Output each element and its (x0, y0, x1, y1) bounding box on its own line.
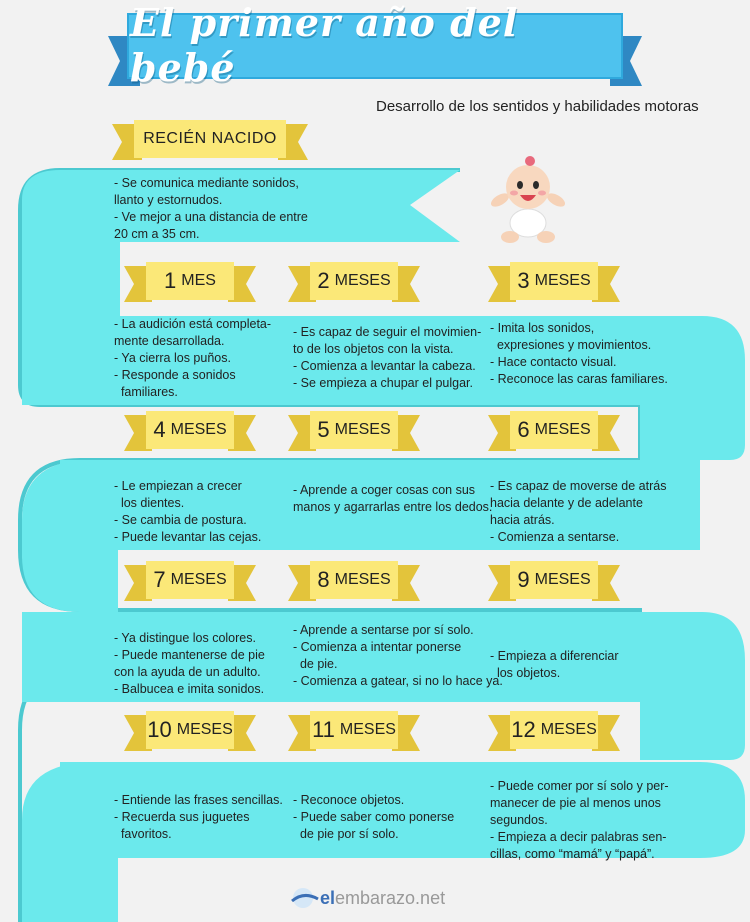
note-line: - Puede saber como ponerse (293, 810, 455, 824)
month-number: 2 (317, 268, 330, 293)
note-line: manos y agarrarlas entre los dedos. (293, 500, 493, 514)
note-line: expresiones y movimientos. (490, 338, 652, 352)
note-line: - Es capaz de moverse de atrás (490, 479, 667, 493)
note-line: los dientes. (114, 496, 185, 510)
footer-brand (290, 884, 445, 912)
month-ribbon (288, 262, 420, 306)
month-ribbon (288, 561, 420, 605)
note-line: - Recuerda sus juguetes (114, 810, 250, 824)
note-line: - Empieza a decir palabras sen- (490, 830, 667, 844)
month-unit: MESES (540, 721, 597, 738)
baby-illustration (488, 155, 568, 250)
month-number: 3 (517, 268, 530, 293)
month-ribbon (124, 711, 256, 755)
month-ribbon (124, 262, 256, 306)
month-notes (293, 324, 481, 392)
note-line: - Entiende las frases sencillas. (114, 793, 283, 807)
month-number: 11 (312, 717, 335, 742)
note-line: hacia delante y de adelante (490, 496, 643, 510)
note-line: - Responde a sonidos (114, 368, 236, 382)
page-subtitle: Desarrollo de los sentidos y habilidades motoras (376, 98, 699, 115)
month-ribbon (288, 711, 420, 755)
title-banner (0, 0, 750, 95)
month-unit: MESES (170, 571, 227, 588)
month-notes (490, 648, 619, 682)
month-notes (114, 316, 271, 401)
month-unit: MESES (534, 272, 591, 289)
note-line: cillas, como “mamá” y “papá”. (490, 847, 655, 861)
footer-brand-rest: embarazo.net (335, 887, 446, 908)
note-line: llanto y estornudos. (114, 193, 223, 207)
month-number: 4 (153, 417, 166, 442)
note-line: - Hace contacto visual. (490, 355, 617, 369)
note-line: mente desarrollada. (114, 334, 225, 348)
month-unit: MESES (334, 421, 391, 438)
note-line: - Comienza a intentar ponerse (293, 640, 462, 654)
note-line: - Puede comer por sí solo y per- (490, 779, 669, 793)
month-notes (114, 630, 265, 698)
month-number: 9 (517, 567, 530, 592)
month-number: 7 (153, 567, 166, 592)
note-line: - Se cambia de postura. (114, 513, 247, 527)
month-ribbon (124, 561, 256, 605)
month-notes (293, 482, 492, 516)
month-notes (114, 792, 283, 843)
note-line: - Comienza a gatear, si no lo hace ya. (293, 674, 503, 688)
month-number: 6 (517, 417, 530, 442)
month-notes (293, 622, 503, 690)
page-title: El primer año del bebé (130, 0, 519, 90)
month-unit: MES (181, 272, 216, 289)
note-line: manecer de pie al menos unos (490, 796, 661, 810)
brand-logo-icon (290, 887, 320, 909)
note-line: familiares. (114, 385, 178, 399)
note-line: - Se empieza a chupar el pulgar. (293, 376, 473, 390)
note-line: - Le empiezan a crecer (114, 479, 242, 493)
month-unit: MESES (334, 571, 391, 588)
month-ribbon (488, 711, 620, 755)
note-line: - Ya distingue los colores. (114, 631, 256, 645)
month-number: 5 (317, 417, 330, 442)
note-line: - Se comunica mediante sonidos, (114, 176, 299, 190)
month-number: 10 (147, 717, 172, 742)
note-line: - Puede mantenerse de pie (114, 648, 265, 662)
note-line: - Aprende a sentarse por sí solo. (293, 623, 474, 637)
note-line: de pie por sí solo. (293, 827, 399, 841)
note-line: - La audición está completa- (114, 317, 272, 331)
note-line: - Empieza a diferenciar (490, 649, 619, 663)
note-line: los objetos. (490, 666, 561, 680)
note-line: de pie. (293, 657, 338, 671)
month-number: 8 (317, 567, 330, 592)
note-line: - Ve mejor a una distancia de entre (114, 210, 308, 224)
note-line: favoritos. (114, 827, 172, 841)
month-unit: MESES (176, 721, 233, 738)
month-ribbon (488, 411, 620, 455)
footer-brand-bold: el (320, 887, 336, 908)
month-number: 1 (164, 268, 177, 293)
newborn-ribbon (112, 120, 308, 164)
note-line: - Imita los sonidos, (490, 321, 595, 335)
month-ribbon (124, 411, 256, 455)
note-line: segundos. (490, 813, 548, 827)
month-notes (490, 478, 666, 546)
note-line: - Balbucea e imita sonidos. (114, 682, 265, 696)
note-line: - Ya cierra los puños. (114, 351, 231, 365)
month-number: 12 (511, 717, 536, 742)
month-ribbon (288, 411, 420, 455)
month-ribbon (488, 561, 620, 605)
month-notes (114, 478, 261, 546)
note-line: to de los objetos con la vista. (293, 342, 454, 356)
note-line: con la ayuda de un adulto. (114, 665, 261, 679)
note-line: - Comienza a sentarse. (490, 530, 620, 544)
month-notes (490, 778, 669, 863)
note-line: - Aprende a coger cosas con sus (293, 483, 476, 497)
note-line: - Reconoce objetos. (293, 793, 405, 807)
month-unit: MESES (534, 571, 591, 588)
month-notes (490, 320, 668, 388)
month-unit: MESES (334, 272, 391, 289)
note-line: - Puede levantar las cejas. (114, 530, 262, 544)
newborn-notes (114, 175, 308, 243)
month-ribbon (488, 262, 620, 306)
newborn-label: RECIÉN NACIDO (143, 130, 277, 147)
month-notes (293, 792, 454, 843)
note-line: hacia atrás. (490, 513, 555, 527)
note-line: - Comienza a levantar la cabeza. (293, 359, 476, 373)
note-line: - Es capaz de seguir el movimien- (293, 325, 482, 339)
month-unit: MESES (534, 421, 591, 438)
month-unit: MESES (339, 721, 396, 738)
note-line: - Reconoce las caras familiares. (490, 372, 668, 386)
note-line: 20 cm a 35 cm. (114, 227, 200, 241)
month-unit: MESES (170, 421, 227, 438)
